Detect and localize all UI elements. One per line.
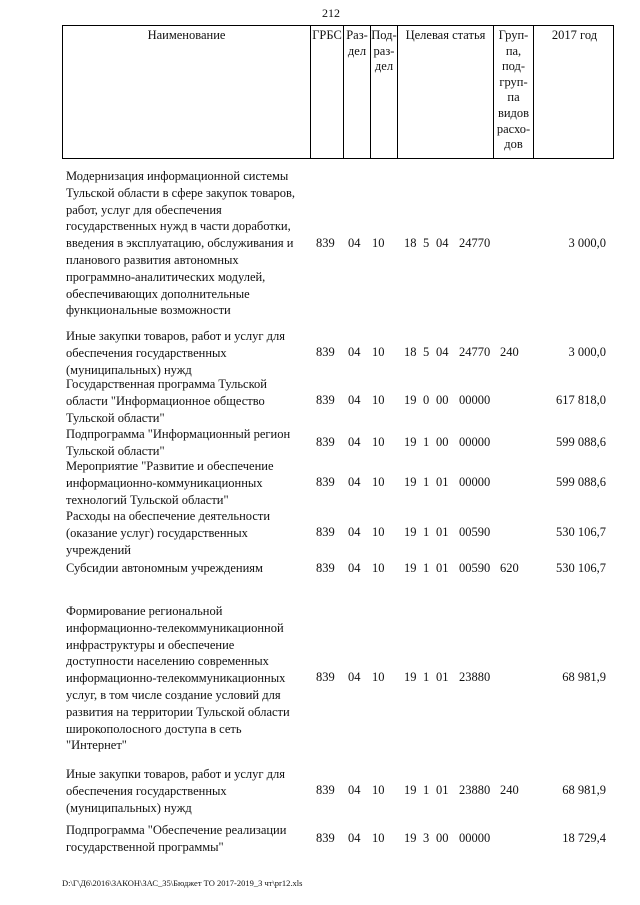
row-grbs: 839 bbox=[316, 435, 335, 449]
row-vr: 620 bbox=[500, 561, 519, 575]
row-cs4: 00000 bbox=[459, 393, 491, 407]
row-name: Государственная программа Тульской области "Информационное общество Тульской области" bbox=[66, 377, 267, 425]
table-row bbox=[62, 822, 614, 856]
row-rz: 04 bbox=[348, 475, 361, 489]
row-cs2: 5 bbox=[423, 236, 430, 250]
header-name: Наименование bbox=[63, 26, 311, 158]
row-name: Иные закупки товаров, работ и услуг для обеспечения государственных (муниципальных) нужд bbox=[66, 329, 286, 377]
row-cs4: 00000 bbox=[459, 831, 491, 845]
row-cs1: 18 bbox=[404, 345, 417, 359]
row-name: Формирование региональной информационно-телекоммуникационной инфраструктуры и обеспечение доступности населению современных информационно-телекоммуникационных услуг, в том числе создание условий для развития на территории Тульской области широкополосного доступа в сеть "Интернет" bbox=[66, 604, 290, 753]
row-cs2: 5 bbox=[423, 345, 430, 359]
row-cs4: 23880 bbox=[459, 783, 491, 797]
row-rz: 04 bbox=[348, 525, 361, 539]
row-rz: 04 bbox=[348, 435, 361, 449]
row-cs2: 1 bbox=[423, 670, 430, 684]
table-row bbox=[62, 458, 614, 508]
row-cs3: 01 bbox=[436, 525, 449, 539]
row-pr: 10 bbox=[372, 670, 385, 684]
row-cs3: 01 bbox=[436, 783, 449, 797]
row-cs4: 00000 bbox=[459, 475, 491, 489]
table-row bbox=[62, 560, 614, 578]
footer-path: D:\Г\Д6\2016\ЗАКОН\ЗАС_35\Бюджет ТО 2017-2019_3 чт\pr12.xls bbox=[62, 878, 303, 888]
row-amount: 68 981,9 bbox=[562, 670, 606, 684]
row-rz: 04 bbox=[348, 393, 361, 407]
row-cs2: 0 bbox=[423, 393, 430, 407]
row-cs4: 24770 bbox=[459, 236, 491, 250]
table-row bbox=[62, 603, 614, 753]
row-amount: 599 088,6 bbox=[556, 435, 606, 449]
header-target: Целевая статья bbox=[398, 26, 494, 158]
row-amount: 599 088,6 bbox=[556, 475, 606, 489]
row-cs3: 04 bbox=[436, 236, 449, 250]
row-cs3: 04 bbox=[436, 345, 449, 359]
row-pr: 10 bbox=[372, 236, 385, 250]
table-row bbox=[62, 508, 614, 558]
row-cs1: 19 bbox=[404, 831, 417, 845]
row-grbs: 839 bbox=[316, 236, 335, 250]
header-grbs: ГРБС bbox=[311, 26, 344, 158]
table-row bbox=[62, 766, 614, 816]
row-amount: 530 106,7 bbox=[556, 561, 606, 575]
row-rz: 04 bbox=[348, 783, 361, 797]
row-cs1: 19 bbox=[404, 561, 417, 575]
header-podrazdel: Под-раз-дел bbox=[371, 26, 398, 158]
row-cs3: 00 bbox=[436, 435, 449, 449]
row-vr: 240 bbox=[500, 783, 519, 797]
table-row bbox=[62, 168, 614, 320]
row-cs3: 01 bbox=[436, 561, 449, 575]
row-pr: 10 bbox=[372, 475, 385, 489]
row-cs1: 19 bbox=[404, 393, 417, 407]
row-rz: 04 bbox=[348, 831, 361, 845]
row-pr: 10 bbox=[372, 435, 385, 449]
row-name: Модернизация информационной системы Тульской области в сфере закупок товаров, работ, услуг для обеспечения государственных нужд в части доработки, введения в эксплуатацию, обслуживания и планового развития автономных программно-аналитических модулей, обеспечивающих дополнительные функциональные возможности bbox=[66, 169, 296, 318]
row-cs2: 3 bbox=[423, 831, 430, 845]
row-rz: 04 bbox=[348, 561, 361, 575]
row-cs2: 1 bbox=[423, 783, 430, 797]
row-amount: 617 818,0 bbox=[556, 393, 606, 407]
row-name: Иные закупки товаров, работ и услуг для обеспечения государственных (муниципальных) нужд bbox=[66, 767, 286, 815]
row-cs3: 01 bbox=[436, 670, 449, 684]
row-pr: 10 bbox=[372, 561, 385, 575]
row-cs1: 19 bbox=[404, 783, 417, 797]
row-pr: 10 bbox=[372, 783, 385, 797]
row-grbs: 839 bbox=[316, 525, 335, 539]
row-cs4: 00590 bbox=[459, 525, 491, 539]
row-rz: 04 bbox=[348, 670, 361, 684]
row-cs4: 24770 bbox=[459, 345, 491, 359]
row-cs2: 1 bbox=[423, 475, 430, 489]
row-cs2: 1 bbox=[423, 435, 430, 449]
row-grbs: 839 bbox=[316, 393, 335, 407]
header-year: 2017 год bbox=[551, 28, 598, 42]
row-cs1: 18 bbox=[404, 236, 417, 250]
row-grbs: 839 bbox=[316, 345, 335, 359]
table-row bbox=[62, 376, 614, 426]
row-cs1: 19 bbox=[404, 435, 417, 449]
row-cs4: 00000 bbox=[459, 435, 491, 449]
row-rz: 04 bbox=[348, 345, 361, 359]
row-cs2: 1 bbox=[423, 525, 430, 539]
row-amount: 530 106,7 bbox=[556, 525, 606, 539]
row-vr: 240 bbox=[500, 345, 519, 359]
row-grbs: 839 bbox=[316, 831, 335, 845]
page-number: 212 bbox=[322, 6, 340, 20]
row-rz: 04 bbox=[348, 236, 361, 250]
row-cs1: 19 bbox=[404, 525, 417, 539]
row-amount: 3 000,0 bbox=[568, 345, 606, 359]
row-pr: 10 bbox=[372, 345, 385, 359]
row-amount: 18 729,4 bbox=[562, 831, 606, 845]
row-amount: 3 000,0 bbox=[568, 236, 606, 250]
row-cs4: 23880 bbox=[459, 670, 491, 684]
row-grbs: 839 bbox=[316, 475, 335, 489]
row-amount: 68 981,9 bbox=[562, 783, 606, 797]
row-cs4: 00590 bbox=[459, 561, 491, 575]
row-cs1: 19 bbox=[404, 670, 417, 684]
row-name: Подпрограмма "Информационный регион Тульской области" bbox=[66, 427, 291, 458]
row-name: Подпрограмма "Обеспечение реализации государственной программы" bbox=[66, 823, 287, 854]
row-name: Субсидии автономным учреждениям bbox=[66, 561, 263, 575]
table-row bbox=[62, 426, 614, 460]
row-name: Мероприятие "Развитие и обеспечение информационно-коммуникационных технологий Тульской области" bbox=[66, 459, 274, 507]
row-grbs: 839 bbox=[316, 783, 335, 797]
row-cs3: 01 bbox=[436, 475, 449, 489]
row-grbs: 839 bbox=[316, 670, 335, 684]
row-grbs: 839 bbox=[316, 561, 335, 575]
row-pr: 10 bbox=[372, 525, 385, 539]
row-cs1: 19 bbox=[404, 475, 417, 489]
table-header bbox=[62, 25, 614, 159]
row-pr: 10 bbox=[372, 393, 385, 407]
row-cs3: 00 bbox=[436, 393, 449, 407]
table-row bbox=[62, 328, 614, 378]
header-group: Груп-па, под-груп-па видов расхо-дов bbox=[494, 26, 534, 158]
row-name: Расходы на обеспечение деятельности (оказание услуг) государственных учреждений bbox=[66, 509, 271, 557]
row-cs2: 1 bbox=[423, 561, 430, 575]
row-pr: 10 bbox=[372, 831, 385, 845]
row-cs3: 00 bbox=[436, 831, 449, 845]
header-razdel: Раз-дел bbox=[344, 26, 371, 158]
